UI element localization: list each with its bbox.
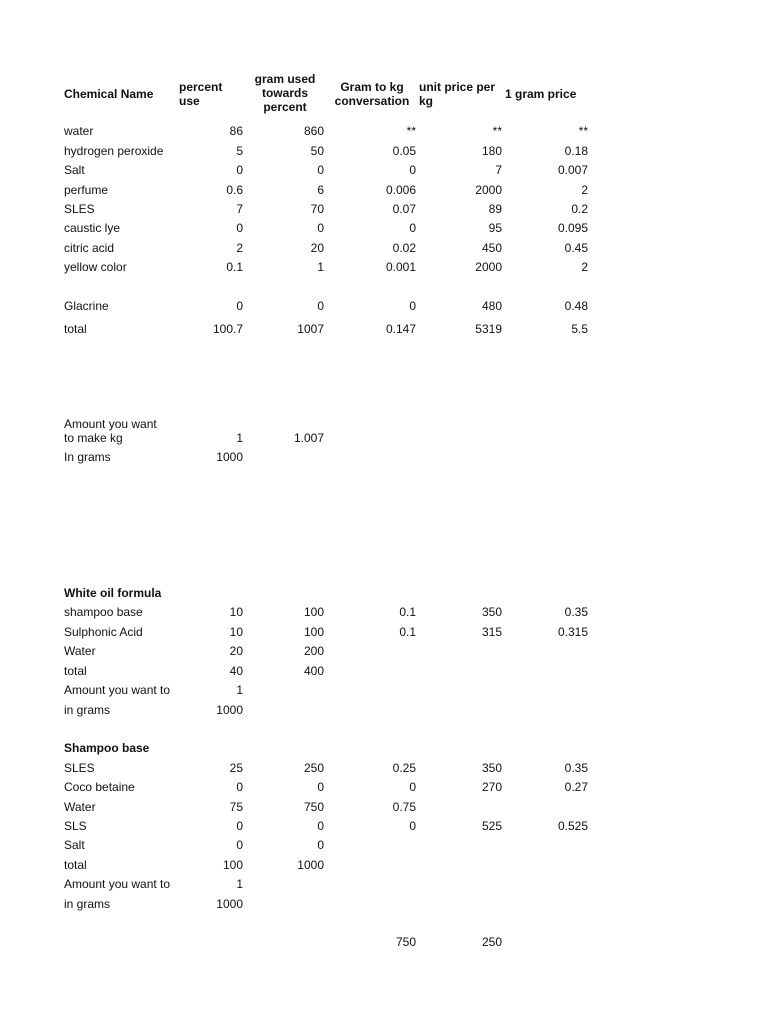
- cell-name: Coco betaine: [64, 780, 135, 794]
- cell-gram-price: 0.48: [564, 299, 588, 313]
- cell-grams: 6: [317, 183, 324, 197]
- shampoo-base-title: Shampoo base: [64, 741, 150, 755]
- cell-name: Salt: [64, 163, 85, 177]
- cell-gram-price: 0.45: [564, 241, 588, 255]
- cell-name: SLES: [64, 202, 95, 216]
- header-gram-used-line3: percent: [263, 100, 307, 114]
- cell-percent: 2: [236, 241, 243, 255]
- cell-name: in grams: [64, 897, 111, 911]
- cell-grams: 0: [317, 163, 324, 177]
- cell-name: citric acid: [64, 241, 115, 255]
- cell-grams: 750: [303, 800, 324, 814]
- cell-percent: 0: [236, 163, 243, 177]
- cell-name: Salt: [64, 838, 85, 852]
- amount-kg-result: 1.007: [293, 431, 324, 445]
- cell-unit-price: 270: [481, 780, 502, 794]
- header-chemical-name: Chemical Name: [64, 87, 154, 101]
- header-gram-used-line1: gram used: [254, 72, 316, 86]
- cell-unit-price: 5319: [475, 322, 502, 336]
- amount-kg-value: 1: [236, 431, 243, 445]
- cell-gram-price: 0.095: [557, 221, 588, 235]
- header-percent-use-line2: use: [179, 94, 200, 108]
- cell-percent: 0.1: [226, 260, 243, 274]
- footer-value-left: 750: [395, 935, 416, 949]
- cell-name: Amount you want to: [64, 683, 171, 697]
- cell-gram-price: 0.35: [564, 761, 588, 775]
- header-unit-price: [419, 80, 495, 108]
- cell-gram-price: 0.2: [571, 202, 588, 216]
- cell-gram-price: 0.007: [557, 163, 588, 177]
- cell-grams: 250: [303, 761, 324, 775]
- cell-percent: 0.6: [226, 183, 243, 197]
- cell-percent: 100: [222, 858, 243, 872]
- cell-kg: 0.75: [392, 800, 416, 814]
- cell-percent: 0: [236, 299, 243, 313]
- cell-unit-price: 2000: [475, 183, 502, 197]
- amount-label-line2: to make kg: [64, 431, 123, 445]
- cell-percent: 7: [236, 202, 243, 216]
- cell-gram-price: 2: [581, 183, 588, 197]
- cell-name: total: [64, 322, 87, 336]
- cell-grams: 20: [310, 241, 324, 255]
- cell-grams: 400: [303, 664, 324, 678]
- cell-grams: 860: [303, 124, 324, 138]
- cell-name: SLS: [64, 819, 87, 833]
- cell-unit-price: **: [492, 124, 502, 138]
- cell-kg: 0.05: [392, 144, 416, 158]
- cell-gram-price: 0.525: [557, 819, 588, 833]
- cell-kg: 0.25: [392, 761, 416, 775]
- cell-name: total: [64, 664, 87, 678]
- cell-grams: 1007: [297, 322, 324, 336]
- cell-name: hydrogen peroxide: [64, 144, 164, 158]
- header-unit-price-line2: kg: [419, 94, 434, 108]
- cell-kg: 0.006: [385, 183, 416, 197]
- header-gram-used-line2: towards: [261, 86, 308, 100]
- cell-name: in grams: [64, 703, 111, 717]
- cell-kg: 0: [409, 780, 416, 794]
- cell-percent: 0: [236, 780, 243, 794]
- cell-unit-price: 315: [481, 625, 502, 639]
- cell-gram-price: 5.5: [571, 322, 588, 336]
- cell-grams: 0: [317, 299, 324, 313]
- cell-percent: 1000: [216, 897, 243, 911]
- cell-gram-price: 0.27: [564, 780, 588, 794]
- cell-percent: 1: [236, 683, 243, 697]
- cell-kg: 0.07: [392, 202, 416, 216]
- cell-name: perfume: [64, 183, 109, 197]
- cell-grams: 70: [310, 202, 324, 216]
- cell-name: caustic lye: [64, 221, 121, 235]
- cell-percent: 10: [229, 625, 243, 639]
- cell-name: Water: [64, 644, 96, 658]
- cell-unit-price: 7: [495, 163, 502, 177]
- cell-grams: 0: [317, 838, 324, 852]
- cell-kg: **: [406, 124, 416, 138]
- header-gram-to-kg: [332, 80, 412, 108]
- cell-kg: 0.1: [399, 605, 416, 619]
- cell-unit-price: 89: [488, 202, 502, 216]
- cell-unit-price: 2000: [475, 260, 502, 274]
- cell-unit-price: 480: [481, 299, 502, 313]
- cell-name: Sulphonic Acid: [64, 625, 143, 639]
- header-percent-use: [179, 80, 222, 108]
- cell-unit-price: 95: [488, 221, 502, 235]
- cell-grams: 1000: [297, 858, 324, 872]
- cell-kg: 0.001: [385, 260, 416, 274]
- cell-percent: 1000: [216, 703, 243, 717]
- cell-kg: 0: [409, 299, 416, 313]
- cell-name: water: [64, 124, 94, 138]
- cell-kg: 0.1: [399, 625, 416, 639]
- cell-name: total: [64, 858, 87, 872]
- cell-grams: 0: [317, 819, 324, 833]
- cell-gram-price: 0.315: [557, 625, 588, 639]
- cell-name: shampoo base: [64, 605, 143, 619]
- cell-gram-price: 0.18: [564, 144, 588, 158]
- cell-percent: 0: [236, 221, 243, 235]
- cell-grams: 1: [317, 260, 324, 274]
- in-grams-label: In grams: [64, 450, 111, 464]
- cell-name: SLES: [64, 761, 95, 775]
- header-gram-to-kg-line2: conversation: [334, 94, 410, 108]
- header-gram-used: [250, 72, 320, 114]
- cell-unit-price: 525: [481, 819, 502, 833]
- cell-kg: 0.02: [392, 241, 416, 255]
- cell-gram-price: 0.35: [564, 605, 588, 619]
- header-percent-use-line1: percent: [179, 80, 223, 94]
- cell-gram-price: **: [578, 124, 588, 138]
- cell-kg: 0: [409, 819, 416, 833]
- cell-unit-price: 450: [481, 241, 502, 255]
- cell-grams: 100: [303, 625, 324, 639]
- in-grams-value: 1000: [216, 450, 243, 464]
- amount-label-line1: Amount you want: [64, 417, 157, 431]
- cell-grams: 50: [310, 144, 324, 158]
- cell-unit-price: 350: [481, 605, 502, 619]
- cell-unit-price: 180: [481, 144, 502, 158]
- cell-percent: 75: [229, 800, 243, 814]
- cell-percent: 86: [229, 124, 243, 138]
- cell-gram-price: 2: [581, 260, 588, 274]
- cell-percent: 0: [236, 819, 243, 833]
- cell-percent: 40: [229, 664, 243, 678]
- cell-percent: 1: [236, 877, 243, 891]
- cell-kg: 0: [409, 221, 416, 235]
- header-one-gram-price: 1 gram price: [505, 87, 577, 101]
- cell-grams: 100: [303, 605, 324, 619]
- cell-grams: 0: [317, 780, 324, 794]
- cell-name: Glacrine: [64, 299, 109, 313]
- cell-kg: 0: [409, 163, 416, 177]
- white-oil-title: White oil formula: [64, 586, 162, 600]
- header-unit-price-line1: unit price per: [419, 80, 496, 94]
- cell-unit-price: 350: [481, 761, 502, 775]
- cell-grams: 200: [303, 644, 324, 658]
- cell-name: yellow color: [64, 260, 127, 274]
- cell-kg: 0.147: [385, 322, 416, 336]
- cell-name: Amount you want to: [64, 877, 171, 891]
- cell-percent: 100.7: [212, 322, 243, 336]
- cell-percent: 0: [236, 838, 243, 852]
- footer-value-right: 250: [481, 935, 502, 949]
- cell-name: Water: [64, 800, 96, 814]
- header-gram-to-kg-line1: Gram to kg: [340, 80, 404, 94]
- cell-percent: 25: [229, 761, 243, 775]
- cell-percent: 20: [229, 644, 243, 658]
- cell-grams: 0: [317, 221, 324, 235]
- cell-percent: 10: [229, 605, 243, 619]
- cell-percent: 5: [236, 144, 243, 158]
